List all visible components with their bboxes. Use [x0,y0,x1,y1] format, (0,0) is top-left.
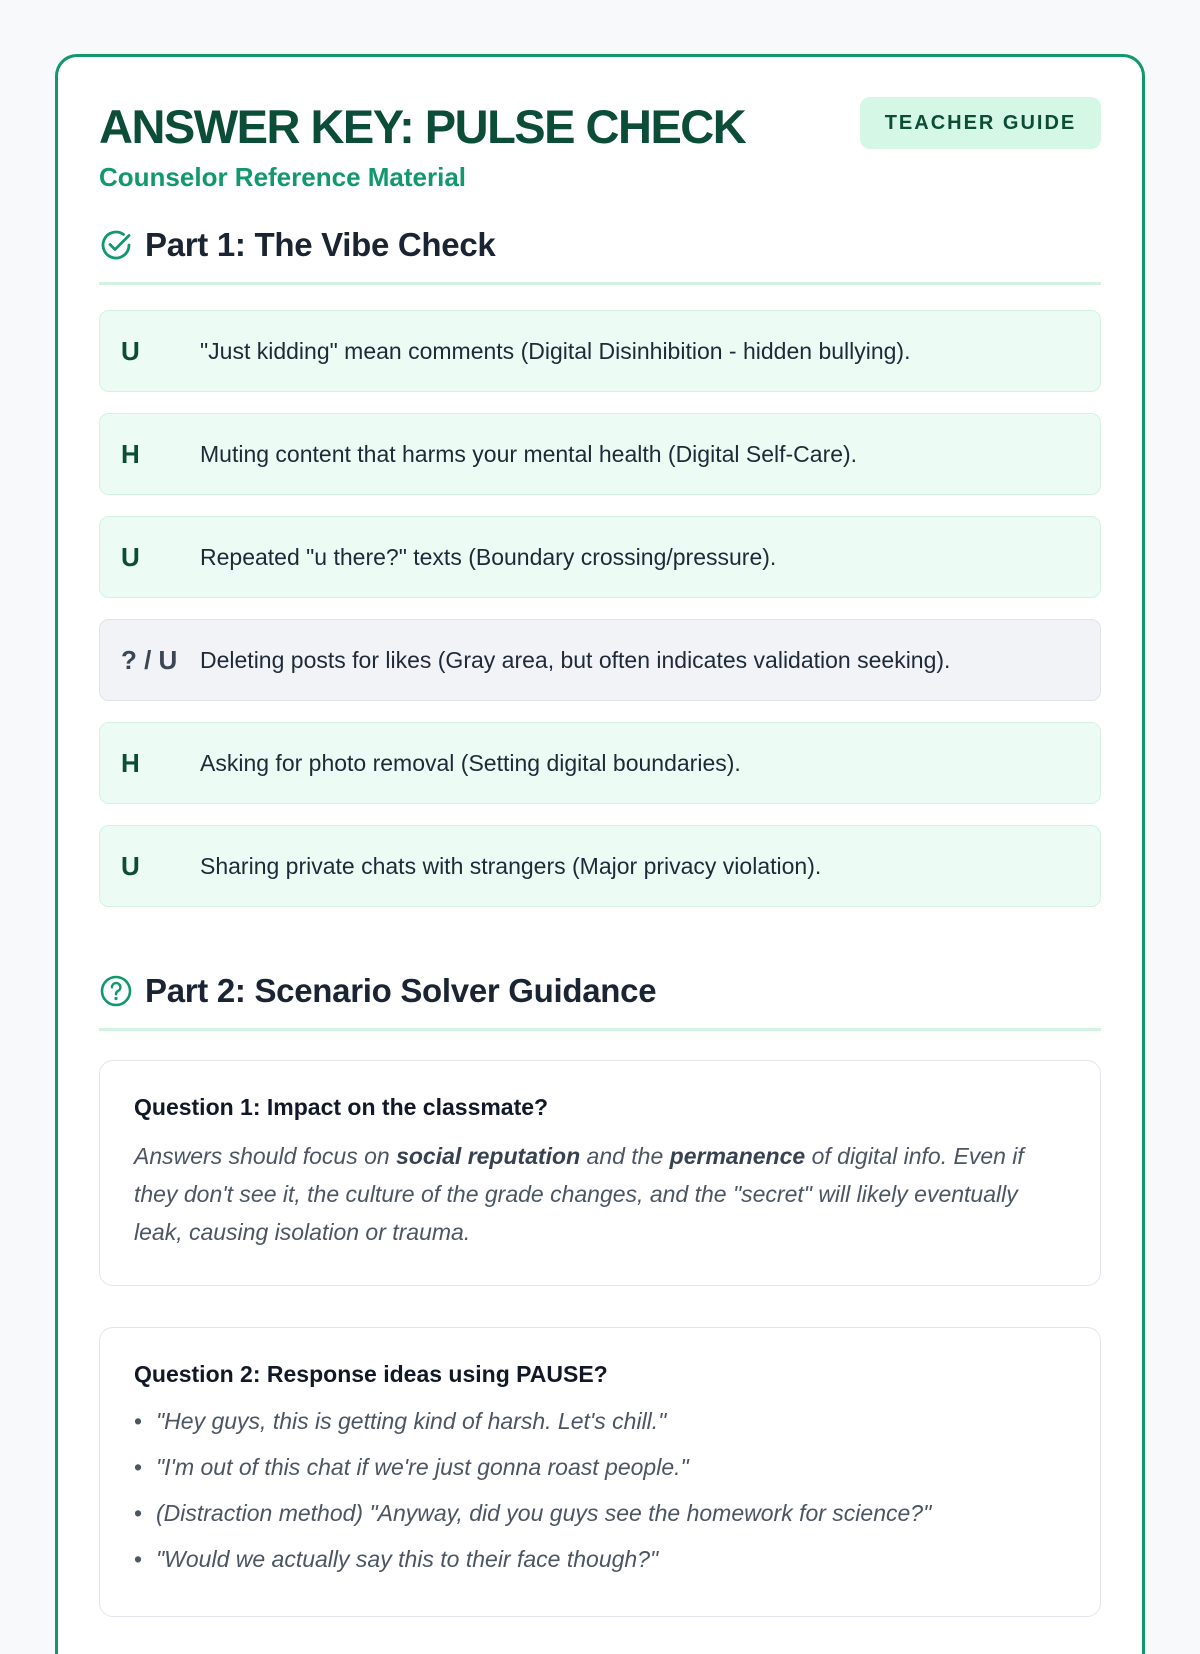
question-2-card [99,1327,1101,1617]
answer-text: Answers should focus on [134,1143,397,1169]
list-item [99,413,1101,495]
answer-explanation: Asking for photo removal (Setting digital boundaries). [200,749,741,776]
answer-text: of digital info. Even if they don't see it, the culture of the grade changes, and the "secret" will likely eventually leak, causing isolation or trauma. [134,1143,1024,1245]
answer-explanation: Repeated "u there?" texts (Boundary crossing/pressure). [200,543,777,570]
answer-explanation: Muting content that harms your mental health (Digital Self-Care). [200,440,858,467]
response-idea: (Distraction method) "Anyway, did you guys see the homework for science?" [156,1500,932,1526]
header [99,57,1101,207]
question-2-title: Question 2: Response ideas using PAUSE? [134,1361,608,1387]
bullet-icon: • [134,1408,143,1434]
bullet-icon: • [134,1500,143,1526]
answer-text: and the [580,1143,670,1169]
answer-key-letter: U [121,850,140,881]
list-item [134,1490,1066,1536]
answer-explanation: "Just kidding" mean comments (Digital Disinhibition - hidden bullying). [200,337,911,364]
question-1-title: Question 1: Impact on the classmate? [134,1094,549,1120]
bullet-icon: • [134,1546,143,1572]
answer-explanation: Deleting posts for likes (Gray area, but often indicates validation seeking). [200,646,951,673]
page-title: ANSWER KEY: PULSE CHECK [99,100,746,153]
list-item [99,619,1101,701]
response-ideas-list [134,1398,1066,1582]
list-item [99,516,1101,598]
answer-explanation: Sharing private chats with strangers (Major privacy violation). [200,852,822,879]
teacher-guide-badge: TEACHER GUIDE [860,97,1101,149]
answer-emphasis: social reputation [396,1143,581,1169]
list-item [134,1398,1066,1444]
list-item [99,722,1101,804]
response-idea: "Hey guys, this is getting kind of harsh. Let's chill." [156,1408,667,1434]
part2-header [99,953,1101,1031]
question-1-card [99,1060,1101,1286]
response-idea: "Would we actually say this to their face though?" [156,1546,659,1572]
answer-emphasis: permanence [669,1143,806,1169]
list-item [99,310,1101,392]
answer-key-card [55,54,1145,1654]
part2-heading: Part 2: Scenario Solver Guidance [145,971,657,1009]
answer-key-letter: ? / U [121,644,178,675]
answer-key-letter: H [121,747,140,778]
response-idea: "I'm out of this chat if we're just gonna roast people." [156,1454,689,1480]
question-1-answer [134,1137,1066,1251]
part1-header [99,207,1101,285]
list-item [134,1444,1066,1490]
answer-key-letter: U [121,335,140,366]
answer-key-letter: H [121,438,140,469]
list-item [99,825,1101,907]
vibe-check-list [99,310,1101,907]
bullet-icon: • [134,1454,143,1480]
part1-heading: Part 1: The Vibe Check [145,225,496,263]
list-item [134,1536,1066,1582]
answer-key-letter: U [121,541,140,572]
question-circle-icon [99,974,133,1008]
page-subtitle: Counselor Reference Material [99,162,467,192]
check-circle-icon [99,228,133,262]
